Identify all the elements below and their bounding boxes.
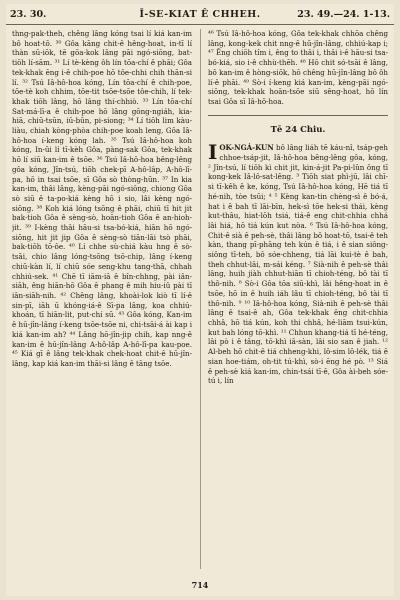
drop-cap: I xyxy=(208,140,218,165)
left-column-text: thng-pak-theh, chêng lâng kóng tsai lí kiá kan-im bô hoat-tō. ³⁰ Gôa kāng chit-ê hêng-hoat, in-tī lí thàn sū-iōk, tē gōa-kok lâng pāi ngó-siōng, bat-tiōh lí-sām. ³¹ Lí tè-kèng ôh lín tōa-chí ê phāi; Gôa tek-khak ēng i-ê chih-poe hō tôe-chhi chih thān-si lí. ³² Tsú Iâ-hô-hoa kóng, Lín tōa-chí ê chih-poe, tōe-tè koh chhim, tōe-tit tsōe-tsōe tôe-chih, lí tek-khak tiōh lâng, hō lâng thí-chhiò. ³³ Lín tōa-chí Sat-má-lī-a ê chih-poe hō lâng gōng-ngiáh, kia-hiā, chiū-tsūn, iū-būn, pi-siong; ³⁴ Lí tiōh lim kàu-liàu, chiah kòng-phòa chih-poe koah leng, Gôa Iâ-hô-hoa í-keng kóng lah. ³⁵ Tsú Iâ-hô-hoa koh kóng, In-ūi lí tī-kèh Gôa, pàng-sak Gôa, tek-khak hō lí siū kan-im ê tsōe. ³⁶ Tsú Iâ-hô-hoa bêng-lêng gôa kóng, Jîn-tsú, tiōh chek-pī A-hô-lâp, A-hô-lī-pa, hō in tsai tsōe, sī Gôa sò thòng-hūn. ³⁷ In kia kan-im, thâi lâng, kèng-pāi ngó-siōng, chiong Gôa sò siū ê ta-po-kiá kèng hō i sio, lâi kèng ngó-siōng. ³⁸ Koh kiá lóng tsōng ê phāi, chiū tī hit jit bak-tioh Gôa ê sèng-sò, hoān-tioh Gôa ê an-hioh-jit. ³⁹ I-kèng thâi hāu-si tsa-bó-kiá, hiān hō ngó-siōng, hit jit jip Gôa ê sèng-sò tiān-lāi tsò phāi, bak-tiōh tō-ôe. ⁴⁰ Lí chhe sù-chiá kàu hng ê sò-tsāi, chio lâng lóng-tsōng tsō-chip, lâng í-keng chiū-kàn lí, lí chiū sóe seng-khu tang-thā, chhah chhiú-sek. ⁴¹ Chē tī iām-iā ê bîn-chhng, pài iân-siāh, êng hiān-hō Gôa ê phang ê mih hiu-iû pài tī iân-siāh-nih. ⁴² Chêng lâng, khoài-lok kiò tī lí-ê sin-pī, iāh ū khóng-iá-ê Sī-pa lâng, koa chhiú-khoán, tī hiān-lit, put-chí sū. ⁴³ Gôa kóng, Kan-im ê hū-jîn-lâng í-keng tsōe-tsōe ni, chi-tsāi-á ài kap i kiá kan-im ah? ⁴⁴ Lâng hō-jîn-jip chih, kap nng-ê kan-im ê hū-jîn-lâng A-hô-lâp A-hô-lī-pa kau-poe. ⁴⁵ Kiá gī ê lâng tek-khak chek-hoat chit-ê hū-jîn-lâng, kap kiá kan-im thāi-si lâng ê tāng tsōe. xyxy=(12,29,192,368)
chapter-paragraph xyxy=(208,140,388,386)
header-book-title: Ī-SE-KIAT Ê CHHEH. xyxy=(139,8,261,20)
page-number: 714 xyxy=(191,580,209,590)
right-column-chapter-text: bô lâng liáh tē káu-nî, tsáp-geh chhoe-tsáp-jit, Iâ-hô-hoa bêng-lêng gôa, kóng, ² Jîn-tsú, lí tiōh kì chit jit, kin-á-jit Pa-pi-lûn ông tī kong-kek Iâ-lô-sat-lêng. ³ Tiōh siat phì-jū, lâi chī-si tī-kêh ê ke, kóng, Tsú Iâ-hô-hoa kóng, Hē tiá tī hé-nih, tòe tsūi; ⁴ ⁵ Kèng kan-tin chèng-sì ê bó-á, hat i ê bah tī lāi-bīn, hek-sì tōe hek-si thái, kèng kut-thâu, hiat-lōh tsiá, tiá-ê eng chit-chhia chhá lâi hiá, hō tiá kún kut nòa. ⁶ Tsú Iâ-hô-hoa kóng, Chit-ê sià ê peh-sè, thâi lâng bô hoat-tō, tsai-ê teh kàn, thang pī-phāng teh kún ê tiá, i ê sian siông-siông tī-teh, bô sóe-chheng, tiá lāi kui-tè ê bah, theh chhut-lâi, m-sái kéng. ⁷ Sià-nih ê peh-sè thâi lâng, huih jiàh chhut-hiān tī chioh-téng, bô tài tī thô-nih. ⁸ Sò-i Gôa tōa siū-khì, lâi hêng-hoat in ê tsōe, hō in ê huih iáh lâu tī chioh-téng, bô tài tī thô-nih. ⁹ ¹⁰ Iâ-hô-hoa kóng, Sià-nih ê peh-sè thâi lâng ê tsai-ê ah, Gôa tek-khak êng chit-chhia chhâ, hō tiá kún, koh thi chhâ, hé-liām tsui-kún, kut bah lóng tō-khì. ¹¹ Chhun khang-tiá tī hé-téng, lâi pò i ê tâng, tō-khì iâ-sàn, lâi sio san ê jiah. ¹² Al-beh hō chit-ê tiá chheng-khi, lô-sim lô-lék, tiá ê sian hoe-tiám, oh-tit tú-khì, sò-i ēng hé pò. ¹³ Siá ê peh-sè kiá kan-im, chin-tsái tī-ê, Gôa ài-beh sóe-tú i, lín xyxy=(208,143,388,386)
right-column-top-text: ⁴⁶ Tsú Iâ-hô-hoa kóng, Gôa tek-khak chhōa chêng lâng, kong-kek chit nng-ê hū-jîn-lâng, chhiú-kap i; ⁴⁷ Êng chiōh tîm i, êng to thâi i, thâi i-ê hāu-si tsa-bó-kiá, sio i-ê chhù-thēh. ⁴⁸ Hō chit só-tsāi ê lâng, bô kan-im ê hòng-siōk, hō chêng hū-jîn-lâng bô ôh lí-ê phāi. ⁴⁹ Sò-i í-keng kiá kan-im, kèng-pāi ngó-siōng, tek-khak hoān-tsōe siū sêng-hoat, hō lín tsai Gôa sī Iâ-hô-hoa. xyxy=(208,29,388,106)
running-header xyxy=(6,4,394,25)
right-column xyxy=(208,29,388,569)
header-left-reference: 23. 30. xyxy=(10,8,47,20)
chapter-heading: Tē 24 Chiu. xyxy=(270,124,326,135)
chapter-divider xyxy=(208,115,388,116)
left-column xyxy=(12,29,192,569)
column-divider xyxy=(200,29,201,569)
chapter-lead: OK-NGÁ-KUN xyxy=(219,143,274,153)
header-right-reference: 23. 49.—24. 1-13. xyxy=(297,8,390,20)
bible-page xyxy=(6,4,394,596)
